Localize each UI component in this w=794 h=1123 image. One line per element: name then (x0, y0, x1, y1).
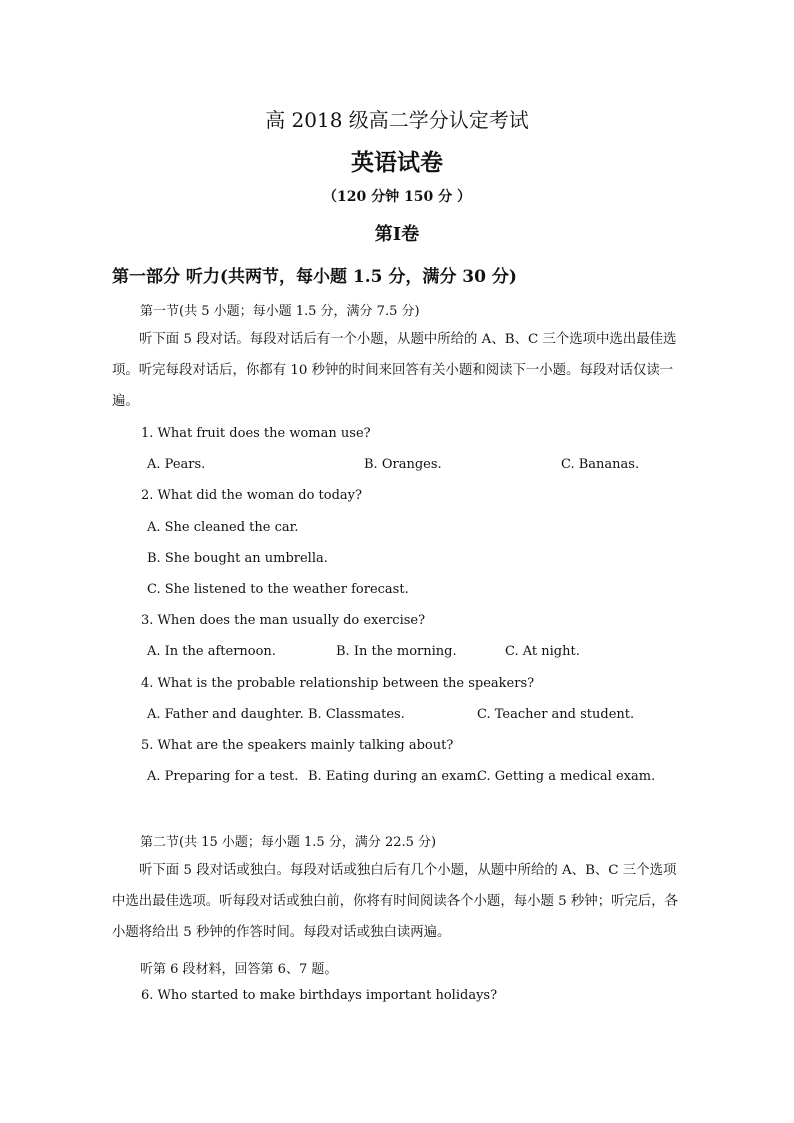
question-1-option-c: C. Bananas. (561, 457, 640, 472)
volume-title: 第Ⅰ卷 (374, 224, 420, 245)
question-5-option-a: A. Preparing for a test. (147, 769, 299, 784)
time-score-info: （120 分钟 150 分 ） (323, 189, 471, 205)
question-6-stem: 6. Who started to make birthdays important holidays? (141, 988, 498, 1003)
question-3-stem: 3. When does the man usually do exercise? (141, 613, 426, 628)
section2-heading: 第二节(共 15 小题；每小题 1.5 分，满分 22.5 分) (140, 835, 437, 850)
question-4-option-b: B. Classmates. (308, 707, 405, 722)
part1-heading: 第一部分 听力(共两节，每小题 1.5 分，满分 30 分) (112, 267, 517, 287)
question-2-option-b: B. She bought an umbrella. (147, 551, 328, 566)
question-4-option-a: A. Father and daughter. (147, 707, 304, 722)
question-1-option-a: A. Pears. (147, 457, 206, 472)
section2-instructions: 听下面 5 段对话或独白。每段对话或独白后有几个小题，从题中所给的 A、B、C 三个选项中选出最佳选项。听每段对话或独白前，你将有时间阅读各个小题，每小题 5 秒钟；听完后，各小题将给出 5 秒钟的作答时间。每段对话或独白读两遍。 (112, 863, 679, 940)
question-4-stem: 4. What is the probable relationship between the speakers? (141, 676, 535, 691)
question-4-option-c: C. Teacher and student. (477, 707, 635, 722)
question-1-option-b: B. Oranges. (364, 457, 442, 472)
question-2-option-a: A. She cleaned the car. (147, 520, 299, 535)
question-3-option-a: A. In the afternoon. (147, 644, 276, 659)
material-note: 听第 6 段材料，回答第 6、7 题。 (140, 962, 338, 977)
section1-heading: 第一节(共 5 小题；每小题 1.5 分，满分 7.5 分) (140, 304, 420, 319)
question-2-stem: 2. What did the woman do today? (141, 488, 362, 503)
section1-instructions: 听下面 5 段对话。每段对话后有一个小题，从题中所给的 A、B、C 三个选项中选出最佳选项。听完每段对话后，你都有 10 秒钟的时间来回答有关小题和阅读下一小题。每段对话仅读一遍。 (112, 332, 677, 409)
question-5-option-c: C. Getting a medical exam. (477, 769, 656, 784)
question-3-option-c: C. At night. (505, 644, 580, 659)
question-5-stem: 5. What are the speakers mainly talking about? (141, 738, 454, 753)
exam-title: 高 2018 级高二学分认定考试 (265, 108, 529, 132)
question-3-option-b: B. In the morning. (336, 644, 457, 659)
question-5-option-b: B. Eating during an exam. (308, 769, 481, 784)
subject-title: 英语试卷 (351, 149, 443, 176)
question-2-option-c: C. She listened to the weather forecast. (147, 582, 409, 597)
question-1-stem: 1. What fruit does the woman use? (141, 426, 371, 441)
